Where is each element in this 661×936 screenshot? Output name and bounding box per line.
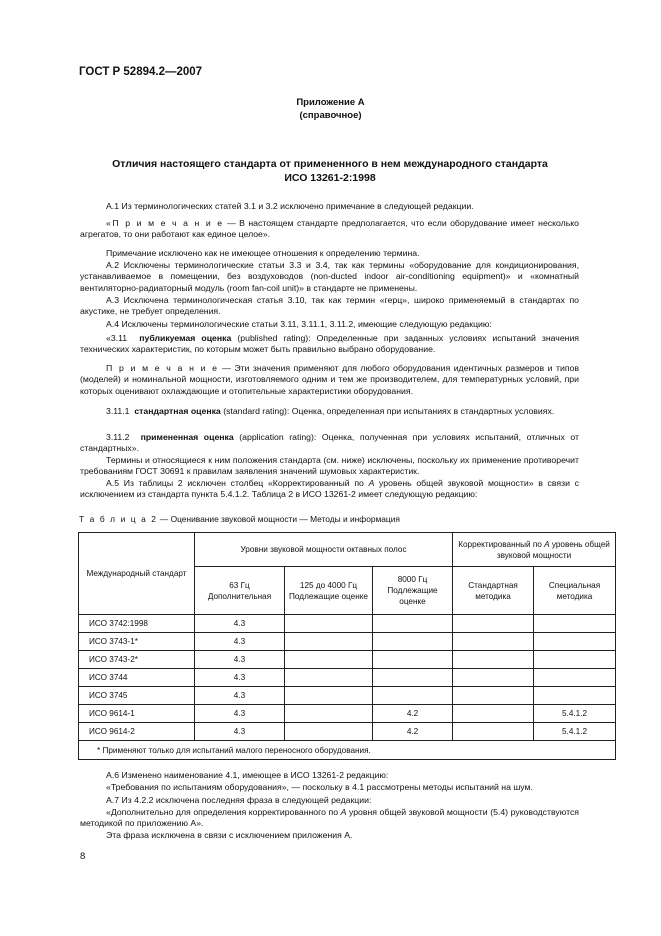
page-number: 8 (80, 851, 86, 862)
header-125-4000hz: 125 до 4000 Гц Подлежащие оценке (285, 567, 373, 615)
paragraph-note1 (80, 218, 579, 241)
paragraph-a4: А.4 Исключены терминологические статьи 3.11, 3.11.1, 3.11.2, имеющие следующую редакцию: (106, 319, 492, 329)
table-row: ИСО 3744 4.3 (79, 669, 616, 687)
paragraph-note2 (80, 363, 579, 397)
paragraph-note-excluded: Примечание исключено как не имеющее отношения к определению термина. (106, 248, 420, 258)
table-row: ИСО 9614-2 4.3 4.2 5.4.1.2 (79, 723, 616, 741)
table-caption-text: — Оценивание звуковой мощности — Методы и информация (157, 514, 400, 524)
paragraph-a5: А.5 Из таблицы 2 исключен столбец «Корректированный по А уровень общей звуковой мощности» в связи с исключением из стандарта пункта 5.4.1.2. Таблица 2 в ИСО 13261-2 имеет следующую редакцию: (80, 478, 579, 500)
table-row: ИСО 3745 4.3 (79, 687, 616, 705)
note-text: — Эти значения применяют для любого оборудования идентичных размеров и типов (моделей) и номинальной мощности, изготовляемого одним и тем же производителем, для температурных условий, при которых оценивают охлаждающие и отопительные характеристики оборудования. (80, 363, 579, 396)
header-corrected-level: Корректированный по А уровень общей звуковой мощности (453, 533, 616, 567)
paragraph-a1: А.1 Из терминологических статей 3.1 и 3.2 исключено примечание в следующей редакции. (106, 201, 474, 211)
table-row: ИСО 9614-1 4.3 4.2 5.4.1.2 (79, 705, 616, 723)
table-body (79, 615, 616, 760)
title-line-2: ИСО 13261-2:1998 (284, 172, 376, 184)
term-name: стандартная оценка (134, 406, 221, 416)
paragraph-a6: А.6 Изменено наименование 4.1, имеющее в ИСО 13261-2 редакцию: (106, 770, 389, 780)
paragraph-a7-excluded: Эта фраза исключена в связи с исключением приложения А. (106, 830, 353, 840)
table-row: ИСО 3742:1998 4.3 (79, 615, 616, 633)
note-label: П р и м е ч а н и е (106, 363, 219, 373)
term-definition: (application rating): Оценка, полученная при условиях испытаний, отличных от стандартных». (80, 432, 580, 454)
term-number: 3.11.1 (106, 406, 130, 416)
paragraph-a3: А.3 Исключена терминологическая статья 3.10, так как термин «герц», широко применяемый в стандартах по акустике, не требует определения. (80, 295, 579, 317)
header-standard: Международный стандарт (79, 533, 195, 615)
table-row: ИСО 3743-1* 4.3 (79, 633, 616, 651)
term-number: «3.11 (106, 333, 128, 343)
term-3-11-1 (80, 406, 579, 417)
table-footnote: * Применяют только для испытаний малого переносного оборудования. (79, 741, 616, 760)
term-number: 3.11.2 (106, 432, 130, 442)
paragraph-a2: А.2 Исключены терминологические статьи 3.3 и 3.4, так как термины «оборудование для кондиционирования, устанавливаемое в помещении, без воздуховодов (non-ducted indoor air-conditioning equipment)» и «комнатный вентиляторно-радиаторный модуль (room fan-coil unit)» в стандарте не применены. (80, 260, 579, 293)
title-line-1: Отличия настоящего стандарта от примененного в нем международного стандарта (112, 158, 548, 170)
header-8000hz: 8000 Гц Подлежащие оценке (373, 567, 453, 615)
paragraph-a6-quote: «Требования по испытаниям оборудования», — поскольку в 4.1 рассмотрены методы испытаний на шум. (106, 782, 533, 792)
paragraph-a7-quote: «Дополнительно для определения корректированного по А уровня общей звуковой мощности (5.4) руководствуются методикой по приложению А». (80, 807, 579, 829)
note-label: «П р и м е ч а н и е (106, 218, 224, 228)
term-name: публикуемая оценка (139, 333, 232, 343)
note-text: — В настоящем стандарте предполагается, что если оборудование имеет несколько агрегатов, то они работают как единое целое». (80, 218, 579, 240)
header-special-method: Специальная методика (534, 567, 616, 615)
appendix-name: Приложение А (296, 97, 365, 108)
table-caption (79, 514, 400, 524)
term-definition: (published rating): Определенные при заданных условиях испытаний значения технических характеристик, по которым может быть правильно выбрано оборудование. (80, 333, 579, 355)
document-header: ГОСТ Р 52894.2—2007 (79, 66, 203, 78)
term-3-11-2 (80, 432, 579, 455)
term-definition: (standard rating): Оценка, определенная при испытаниях в стандартных условиях. (220, 406, 555, 416)
term-3-11 (80, 333, 579, 356)
header-octave-levels: Уровни звуковой мощности октавных полос (195, 533, 453, 567)
sound-power-table (78, 532, 616, 760)
table-caption-label: Т а б л и ц а 2 (79, 514, 158, 524)
table-row: ИСО 3743-2* 4.3 (79, 651, 616, 669)
header-standard-method: Стандартная методика (453, 567, 534, 615)
appendix-type: (справочное) (299, 110, 362, 121)
paragraph-terms-excluded: Термины и относящиеся к ним положения стандарта (см. ниже) исключены, поскольку их применение противоречит требованиям ГОСТ 30691 к правилам заявления значений шумовых характеристик. (80, 455, 579, 477)
header-63hz: 63 Гц Дополнительная (195, 567, 285, 615)
page-title (80, 157, 580, 185)
paragraph-a7: А.7 Из 4.2.2 исключена последняя фраза в следующей редакции: (106, 795, 372, 805)
term-name: примененная оценка (140, 432, 234, 442)
